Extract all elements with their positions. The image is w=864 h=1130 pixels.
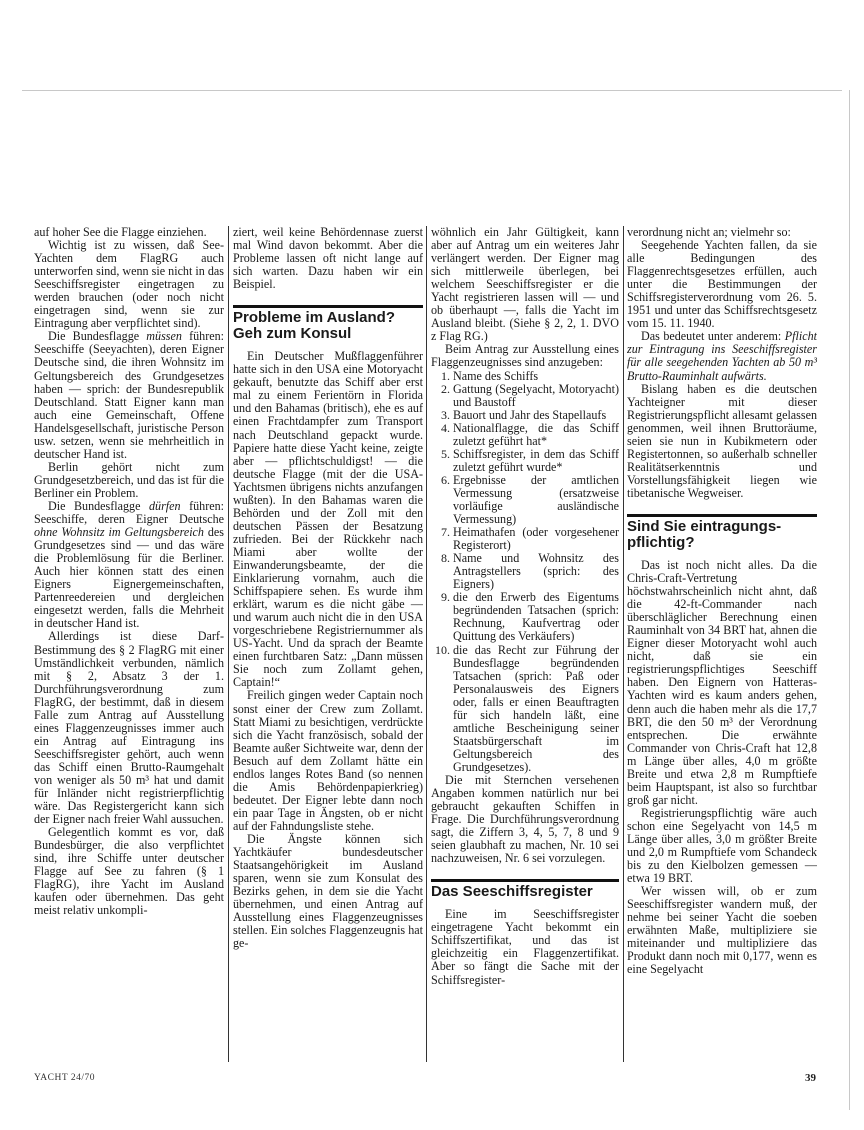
paragraph: Wer wissen will, ob er zum Seeschiffsregister wandern muß, der nehme bei seiner Yacht die soeben erwähnten Maße, multipliziere sie miteinander und multipliziere das Produkt dann noch mit 0,177, wenn es eine Segelyacht (627, 884, 817, 977)
paragraph: Beim Antrag zur Ausstellung eines Flaggenzeugnisses sind anzugeben: (431, 342, 619, 370)
list-item: 5. Schiffsregister, in dem das Schiff zuletzt geführt wurde* (453, 448, 619, 474)
article-column-4 (627, 226, 817, 1061)
list-item: 4. Nationalflagge, die das Schiff zuletzt geführt hat* (453, 422, 619, 448)
emphasis: dürfen (148, 498, 181, 513)
paragraph: ziert, weil keine Behördennase zuerst mal Wind davon bekommt. Aber die Probleme lassen oft nicht lange auf sich warten. Dazu haben wir ein Beispiel. (233, 226, 423, 292)
paragraph: Die Bundesflagge müssen führen: Seeschiffe (Seeyachten), deren Eigner Deutsche sind, die ihren Wohnsitz im Geltungsbereich des Grundgesetzes haben — sprich: der Bundesrepublik Deutschland. Statt Eigner kann man auch eine Gemeinschaft, Offene Handelsgesellschaft, juristische Person usw. setzen, wenn sie mehrheitlich in deutscher Hand ist. (34, 329, 224, 461)
emphasis: müssen (146, 329, 182, 344)
paragraph: Die Bundesflagge dürfen führen: Seeschiffe, deren Eigner Deutsche ohne Wohnsitz im Geltungsbereich des Grundgesetzes sind — und das wäre die Problemlösung für die Berliner. Auch hier können statt des einen Eigners Eignergemeinschaften, Partenreedereien und dergleichen eingesetzt werden, falls die Mehrheit in deutscher Hand ist. (34, 498, 224, 631)
paragraph: Gelegentlich kommt es vor, daß Bundesbürger, die also verpflichtet sind, ihre Schiffe unter deutscher Flagge auf See zu fahren (§ 1 FlagRG), ihre Yacht im Ausland kaufen oder übernehmen. Das geht meist relativ unkompli- (34, 825, 224, 918)
paragraph: Seegehende Yachten fallen, da sie alle Bedingungen des Flaggenrechtsgesetzes erfüllen, auch unter die Bestimmungen der Schiffsregisterverordnung vom 26. 5. 1951 und unter das Schiffsrechtsgesetz vom 15. 11. 1940. (627, 238, 817, 331)
paragraph: verordnung nicht an; vielmehr so: (627, 226, 791, 239)
paragraph: Das ist noch nicht alles. Da die Chris-Craft-Vertretung höchstwahrscheinlich nicht ahnt, daß die 42-ft-Commander nach überschläglicher Berechnung einen Rauminhalt von 34 BRT hat, ahnen die Eigner dieser Motoryacht wohl auch nicht, daß sie ein registrierungspflichtiges Seeschiff haben. Den Eignern von Hatteras-Yachten wird es kaum anders gehen, denn auch die haben mehr als die 17,7 BRT, die den 50 m³ der Verordnung entsprechen. Die erwähnte Commander von Chris-Craft hat 12,8 m Länge über alles, 4,0 m größte Breite und etwa 2,8 m Rumpftiefe beim Hauptspant, ist also so furchtbar groß gar nicht. (627, 557, 817, 807)
paragraph: Die Ängste können sich Yachtkäufer bundesdeutscher Staatsangehörigkeit im Ausland sparen, wenn sie zum Konsulat des Bezirks gehen, in dem sie die Yacht übernehmen, und einen Antrag auf Ausstellung eines Flaggenzeugnisses stellen. Ein solches Flaggenzeugnis hat ge- (233, 831, 423, 951)
article-column-3 (431, 226, 619, 1061)
list-item: 2. Gattung (Segelyacht, Motoryacht) und Baustoff (453, 383, 619, 409)
list-item: 8. Name und Wohnsitz des Antragstellers (sprich: des Eigners) (453, 552, 619, 591)
article-column-1 (34, 226, 224, 1061)
paragraph: wöhnlich ein Jahr Gültigkeit, kann aber auf Antrag um ein weiteres Jahr verlängert werden. Der Eigner mag sich mittlerweile überlegen, bei welchem Seeschiffsregister er die Yacht registrieren lassen will — und ob überhaupt —, falls die Yacht im Ausland bleibt. (Siehe § 2, 2, 1. DVO z Flag RG.) (431, 226, 619, 344)
paragraph: Freilich gingen weder Captain noch sonst einer der Crew zum Zollamt. Statt Miami zu besichtigen, verdrückte sich die Yacht französisch, sobald der Beamte außer Sichtweite war, denn der Besuch auf dem Zollamt hätte ein endlos langes Rotes Band (so nennen die Amis Behördenpapierkrieg) bedeutet. Der Eigner lebte dann noch ein paar Tage in Ängsten, ob er nicht auf der Fahndungsliste stehe. (233, 688, 423, 833)
list-item: 1. Name des Schiffs (453, 370, 619, 383)
list-item: 7. Heimathafen (oder vorgesehener Registerort) (453, 526, 619, 552)
emphasis: Pflicht zur Eintragung ins Seeschiffsregister für alle seegehenden Yachten ab 50 m³ Brutto-Rauminhalt aufwärts. (627, 329, 817, 383)
paragraph: auf hoher See die Flagge einziehen. (34, 226, 207, 239)
column-divider (426, 226, 427, 1062)
top-page-rule (22, 90, 842, 91)
paragraph: Eine im Seeschiffsregister eingetragene Yacht bekommt ein Schiffszertifikat, und das ist gleichzeitig ein Flaggenzertifikat. Aber so fängt die Sache mit der Schiffsregister- (431, 907, 619, 987)
section-heading-seeschiffsregister: Das Seeschiffsregister (431, 879, 619, 900)
paragraph: Berlin gehört nicht zum Grundgesetzbereich, und das ist für die Berliner ein Problem. (34, 459, 224, 500)
paragraph: Ein Deutscher Mußflaggenführer hatte sich in den USA eine Motoryacht gekauft, benutzte das Schiff aber erst mal zu einem Ferientörn in Florida und den Bahamas (britisch), ehe es auf einen Frachtdampfer zum Transport nach Deutschland gepackt wurde. Papiere hatte diese Yacht keine, zeigte aber — pflichtschuldigst! — die deutsche Flagge (mit der die USA-Yachtsmen übrigens nichts anzufangen wußten). In den Bahamas waren die Behörden und der Zoll mit den deutschen Pässen der Besatzung zufrieden. Bei der Rückkehr nach Miami aber wollte der Einwanderungsbeamte, der die Einklarierung vornahm, auch die Schiffspapiere sehen. Es wurde ihm erklärt, warum es die nicht gäbe — und warum auch nicht die in den USA vorgeschriebene Registriernummer als US-Yacht. Und da sprach der Beamte einen furchtbaren Satz: „Dann müssen Sie noch zum Zollamt gehen, Captain!“ (233, 349, 423, 690)
list-item: 3. Bauort und Jahr des Stapellaufs (453, 409, 619, 422)
magazine-issue-footer: YACHT 24/70 (34, 1073, 96, 1083)
list-item: 9. die den Erwerb des Eigentums begründenden Tatsachen (sprich: Rechnung, Kaufvertrag oder Quittung des Verkäufers) (453, 591, 619, 643)
paragraph: Registrierungspflichtig wäre auch schon eine Segelyacht von 14,5 m Länge über alles, 3,0 m größter Breite und 2,0 m Rumpftiefe vom Schandeck bis zu den Kielbolzen gemessen — etwa 19 BRT. (627, 805, 817, 886)
page-number: 39 (805, 1072, 816, 1084)
list-item: 10. die das Recht zur Führung der Bundesflagge begründenden Tatsachen (sprich: Paß oder Personalausweis des Eigners oder, falls er einen Beauftragten für sich handeln läßt, eine amtliche Bescheinigung seiner Staatsbürgerschaft im Geltungsbereich des Grundgesetzes). (453, 644, 619, 774)
section-heading-ausland: Probleme im Ausland? Geh zum Konsul (233, 305, 423, 342)
list-item: 6. Ergebnisse der amtlichen Vermessung (ersatzweise vorläufige ausländische Vermessung) (453, 474, 619, 526)
emphasis: ohne Wohnsitz im Geltungsbereich (34, 525, 204, 540)
paragraph: Die mit Sternchen versehenen Angaben kommen natürlich nur bei gebraucht gekauften Schiffen in Frage. Die Durchführungsverordnung sagt, die Ziffern 3, 4, 5, 7, 8 und 9 seien glaubhaft zu machen, Nr. 10 sei nachzuweisen, Nr. 6 sei vorzulegen. (431, 772, 619, 866)
article-column-2 (233, 226, 423, 1061)
right-page-rule (849, 90, 850, 1110)
paragraph: Wichtig ist zu wissen, daß See-Yachten dem FlagRG auch unterworfen sind, wenn sie nicht in das Seeschiffsregister eingetragen zu werden brauchen (oder noch nicht eingetragen sind, wenn sie zur Eintragung aber verpflichtet sind). (34, 238, 224, 331)
paragraph: Das bedeutet unter anderem: Pflicht zur Eintragung ins Seeschiffsregister für alle seegehenden Yachten ab 50 m³ Brutto-Rauminhalt aufwärts. (627, 329, 817, 383)
paragraph: Allerdings ist diese Darf-Bestimmung des § 2 FlagRG mit einer Umständlichkeit verbunden, nämlich mit § 2, Absatz 3 der 1. Durchführungsverordnung zum FlagRG, der bestimmt, daß in diesem Falle zum Antrag auf Ausstellung eines Flaggenzeugnisses immer auch ein Antrag auf Eintragung ins Seeschiffsregister gehört, auch wenn das Schiff einen Brutto-Raumgehalt von weniger als 50 m³ hat und damit für Inländer nicht registrierpflichtig wäre. Das Registergericht kann sich der Eigner nach freier Wahl aussuchen. (34, 629, 224, 827)
section-heading-eintragungspflichtig: Sind Sie eintragungs- pflichtig? (627, 514, 817, 551)
paragraph: Bislang haben es die deutschen Yachteigner mit dieser Registrierungspflicht allesamt gelassen genommen, weil ihnen Bruttoräume, seien sie nun in Kubikmetern oder Registertonnen, so außerhalb schneller Realitätserkenntnis und Vorstellungsfähigkeit liegen wie tibetanische Wegweiser. (627, 381, 817, 500)
column-divider (228, 226, 229, 1062)
column-divider (623, 226, 624, 1062)
application-requirements-list (431, 370, 619, 774)
